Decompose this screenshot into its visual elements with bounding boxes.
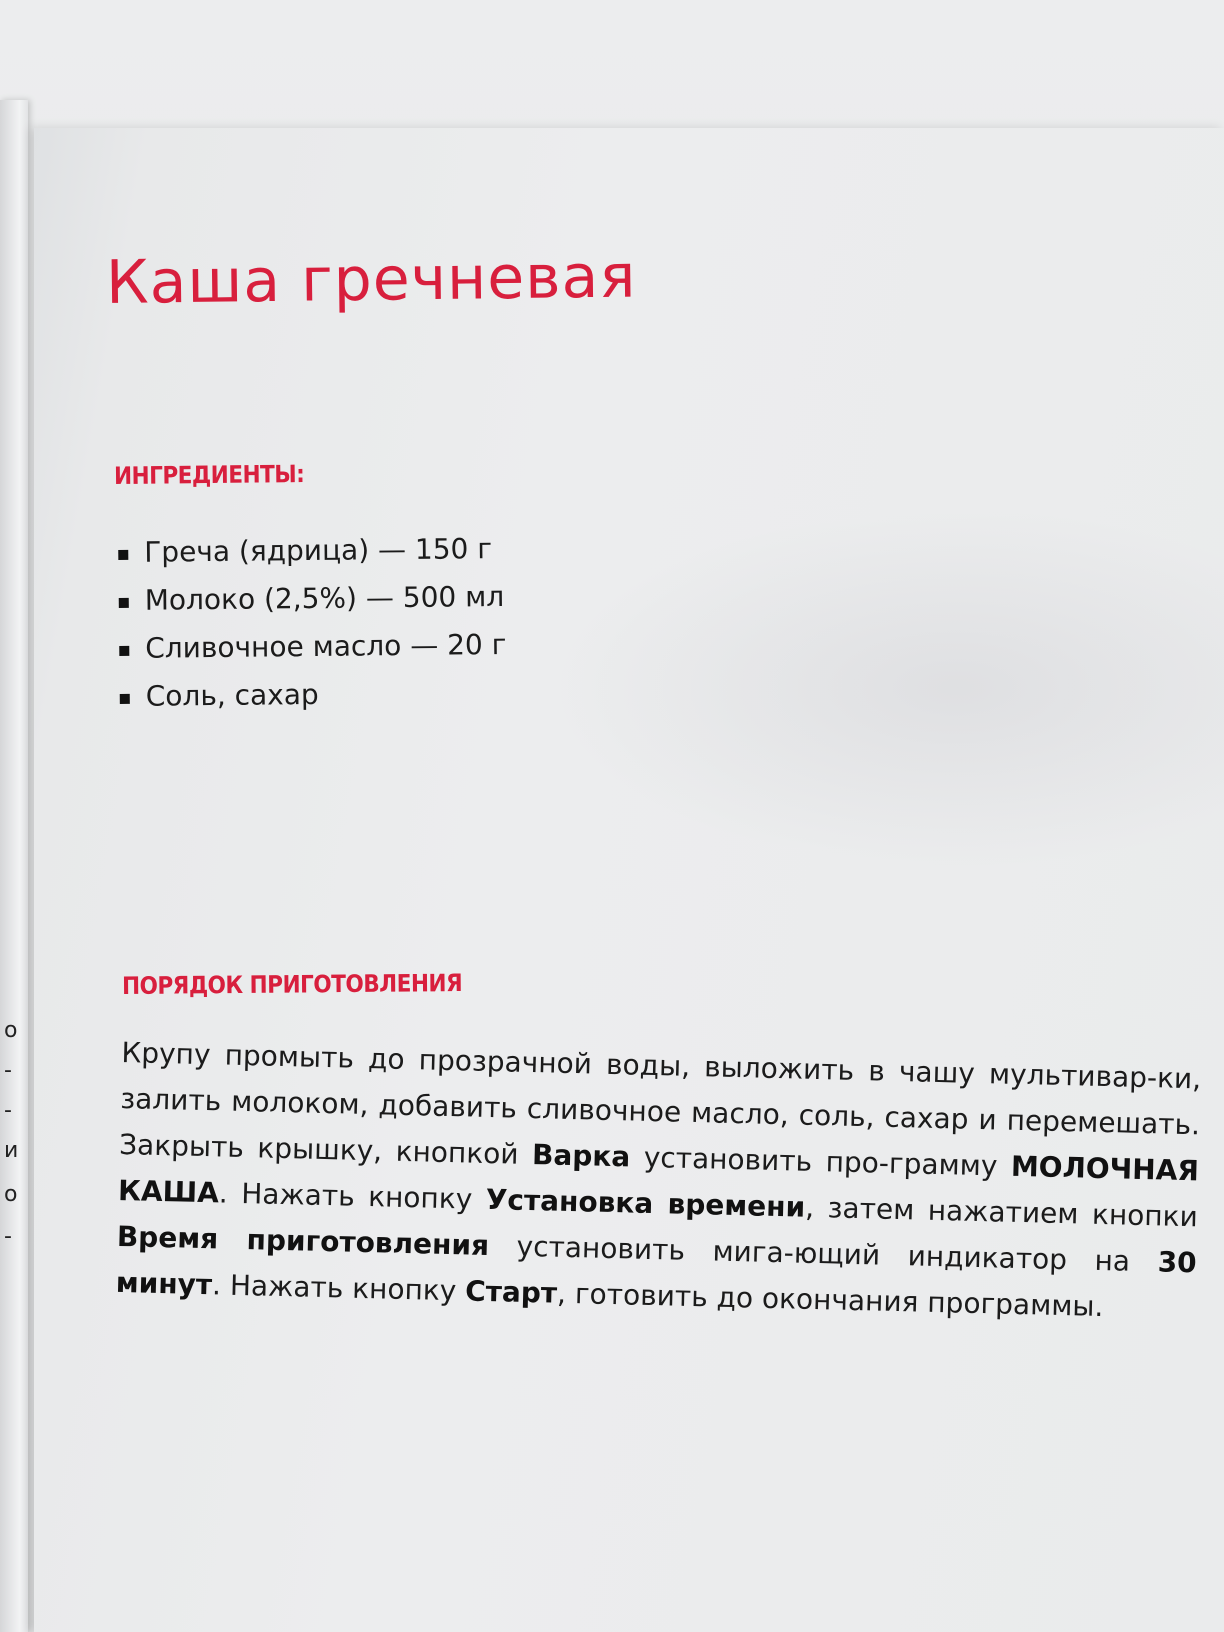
- ingredient-text: Соль, сахар: [145, 677, 319, 713]
- ingredient-text: Молоко (2,5%) — 500 мл: [144, 579, 505, 617]
- left-page-edge: [0, 100, 28, 1632]
- method-text: установить мига-ющий индикатор на: [488, 1229, 1159, 1279]
- method-emphasis: Старт: [464, 1274, 558, 1310]
- left-page-fragment: о: [4, 1182, 18, 1207]
- method-emphasis: Установка времени: [485, 1182, 806, 1224]
- method-emphasis: Варка: [531, 1138, 631, 1174]
- method-text: Крупу промыть до прозрачной воды, выложить в чашу мультивар-ки, залить молоком, добавить сливочное масло, соль, сахар и перемешать. Закрыть крышку, кнопкой: [118, 1035, 1202, 1172]
- ingredients-heading: ИНГРЕДИЕНТЫ:: [113, 460, 305, 490]
- method-text: . Нажать кнопку: [211, 1268, 466, 1308]
- bullet-icon: [119, 646, 129, 656]
- method-text: установить про-грамму: [629, 1140, 1012, 1183]
- method-text: , затем нажатием кнопки: [804, 1190, 1199, 1234]
- method-text: , готовить до окончания программы.: [556, 1276, 1104, 1324]
- method-text: . Нажать кнопку: [218, 1176, 487, 1216]
- left-page-fragment: -: [4, 1224, 12, 1249]
- left-page-fragment: о: [4, 1018, 18, 1043]
- bullet-icon: [118, 550, 128, 560]
- bullet-icon: [120, 694, 130, 704]
- left-page-fragment: -: [4, 1058, 12, 1083]
- recipe-page: [34, 128, 1224, 1632]
- method-emphasis: Время приготовления: [116, 1219, 490, 1263]
- show-through-shadow: [554, 508, 1224, 868]
- ingredient-item: [120, 668, 508, 720]
- ingredient-text: Сливочное масло — 20 г: [145, 627, 507, 665]
- method-emphasis: МОЛОЧНАЯ КАША: [117, 1149, 1200, 1210]
- left-page-fragment: -: [4, 1098, 12, 1123]
- bullet-icon: [119, 598, 129, 608]
- ingredient-item: [119, 572, 507, 624]
- ingredient-item: [118, 524, 506, 576]
- method-emphasis: 30 минут: [115, 1245, 1198, 1302]
- recipe-title: Каша гречневая: [105, 241, 637, 318]
- method-paragraph: [115, 1030, 1201, 1332]
- left-page-fragment: и: [4, 1138, 19, 1163]
- ingredient-text: Греча (ядрица) — 150 г: [144, 531, 493, 569]
- ingredient-item: [119, 620, 507, 672]
- method-heading: ПОРЯДОК ПРИГОТОВЛЕНИЯ: [121, 969, 463, 1000]
- ingredient-list: [118, 524, 507, 720]
